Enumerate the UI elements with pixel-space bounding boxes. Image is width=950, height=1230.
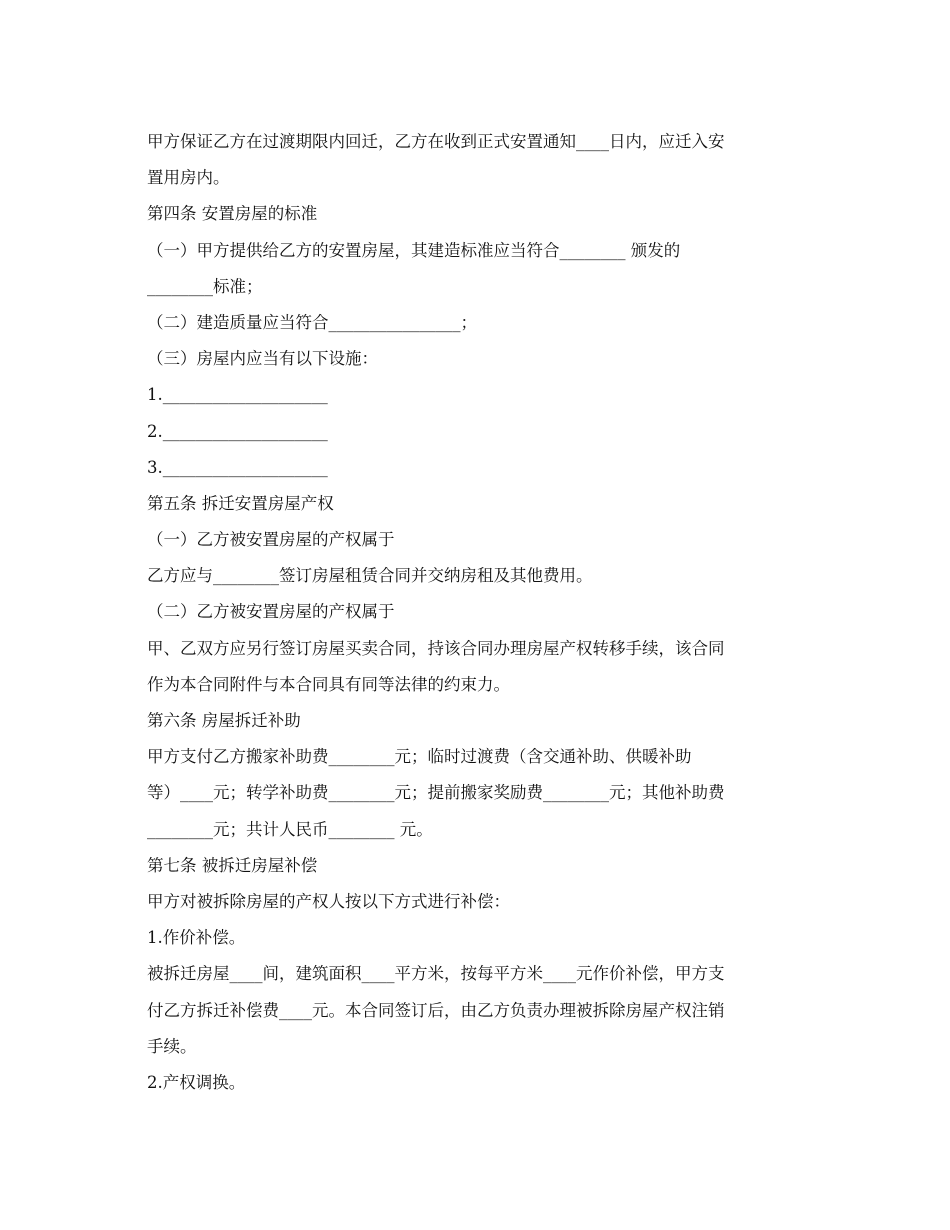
text-line: 置用房内。	[147, 168, 230, 188]
text-line: 手续。	[147, 1036, 197, 1056]
article-heading: 第七条 被拆迁房屋补偿	[147, 855, 318, 875]
text-line: ________元；共计人民币________ 元。	[147, 819, 433, 839]
text-line: 甲方对被拆除房屋的产权人按以下方式进行补偿：	[147, 891, 510, 911]
text-line: 甲方支付乙方搬家补助费________元；临时过渡费（含交通补助、供暖补助	[147, 747, 692, 767]
text-line: （三）房屋内应当有以下设施：	[147, 349, 378, 369]
article-heading: 第六条 房屋拆迁补助	[147, 711, 301, 730]
text-line: 付乙方拆迁补偿费____元。本合同签订后，由乙方负责办理被拆除房屋产权注销	[147, 1000, 725, 1020]
text-line: 甲方保证乙方在过渡期限内回迁，乙方在收到正式安置通知____日内，应迁入安	[147, 132, 725, 151]
article-heading: 第五条 拆迁安置房屋产权	[147, 493, 334, 513]
text-line: 作为本合同附件与本合同具有同等法律的约束力。	[147, 674, 510, 694]
list-item: 2.产权调换。	[147, 1072, 246, 1092]
list-item: 1.____________________	[147, 385, 328, 405]
text-line: （一）乙方被安置房屋的产权属于	[147, 530, 395, 550]
text-line: （一）甲方提供给乙方的安置房屋，其建造标准应当符合________ 颁发的	[147, 240, 681, 260]
text-line: 乙方应与________签订房屋租赁合同并交纳房租及其他费用。	[147, 566, 593, 586]
text-line: 等）____元；转学补助费________元；提前搬家奖励费________元；其他补助费	[147, 783, 725, 803]
text-line: 甲、乙双方应另行签订房屋买卖合同，持该合同办理房屋产权转移手续，该合同	[147, 638, 725, 658]
text-line: 被拆迁房屋____间，建筑面积____平方米，按每平方米____元作价补偿，甲方支	[147, 964, 725, 984]
list-item: 1.作价补偿。	[147, 928, 246, 948]
list-item: 3.____________________	[147, 457, 328, 477]
text-line: ________标准；	[147, 276, 263, 296]
document-body	[147, 124, 807, 1101]
text-line: （二）建造质量应当符合________________；	[147, 312, 477, 332]
text-line: （二）乙方被安置房屋的产权属于	[147, 602, 395, 622]
article-heading: 第四条 安置房屋的标准	[147, 204, 318, 224]
list-item: 2.____________________	[147, 421, 328, 441]
